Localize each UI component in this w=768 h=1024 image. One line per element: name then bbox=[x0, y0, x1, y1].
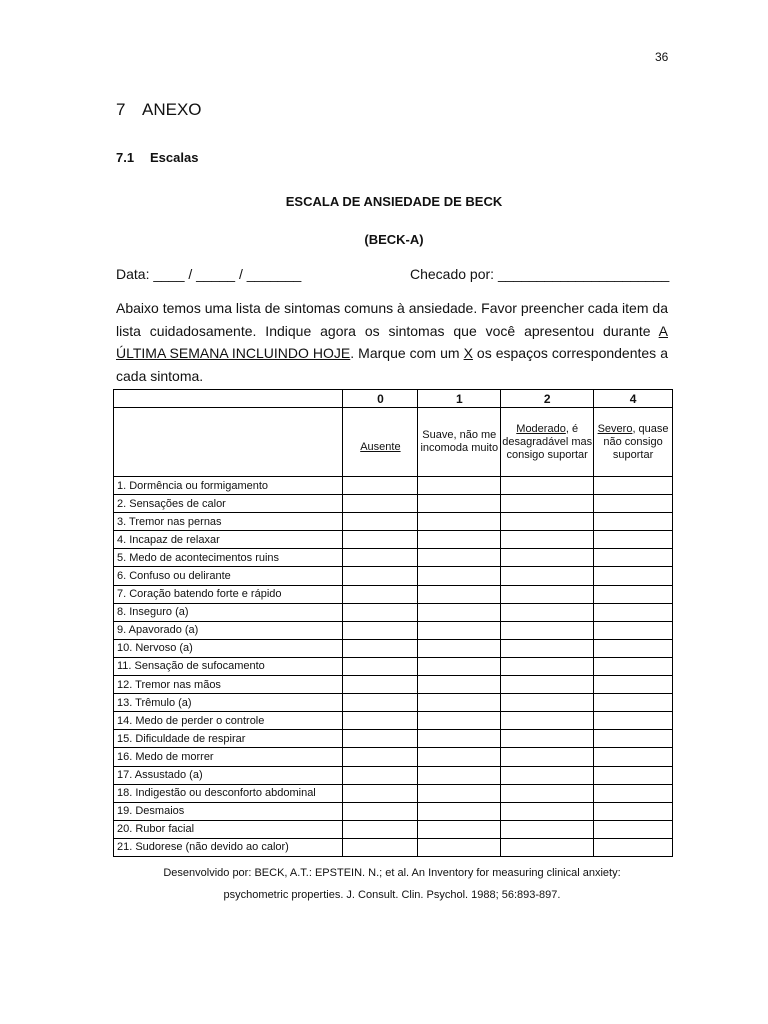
answer-cell[interactable] bbox=[594, 730, 673, 748]
symptom-label: 3. Tremor nas pernas bbox=[114, 513, 343, 531]
symptom-label: 7. Coração batendo forte e rápido bbox=[114, 585, 343, 603]
answer-cell[interactable] bbox=[501, 585, 594, 603]
answer-cell[interactable] bbox=[594, 820, 673, 838]
answer-cell[interactable] bbox=[418, 694, 501, 712]
answer-cell[interactable] bbox=[418, 657, 501, 675]
answer-cell[interactable] bbox=[418, 730, 501, 748]
answer-cell[interactable] bbox=[501, 802, 594, 820]
symptom-row bbox=[114, 766, 673, 784]
answer-cell[interactable] bbox=[343, 820, 418, 838]
symptom-row bbox=[114, 694, 673, 712]
answer-cell[interactable] bbox=[501, 694, 594, 712]
symptom-row bbox=[114, 495, 673, 513]
symptom-label: 2. Sensações de calor bbox=[114, 495, 343, 513]
answer-cell[interactable] bbox=[418, 621, 501, 639]
instructions-paragraph bbox=[116, 297, 668, 387]
answer-cell[interactable] bbox=[501, 784, 594, 802]
checked-by-field: Checado por: ______________________ bbox=[410, 266, 670, 282]
answer-cell[interactable] bbox=[418, 820, 501, 838]
answer-cell[interactable] bbox=[343, 712, 418, 730]
answer-cell[interactable] bbox=[594, 639, 673, 657]
symptom-row bbox=[114, 784, 673, 802]
answer-cell[interactable] bbox=[594, 549, 673, 567]
answer-cell[interactable] bbox=[418, 585, 501, 603]
instructions-text-3: os espaços correspondentes a cada sintoma. bbox=[116, 345, 668, 384]
answer-cell[interactable] bbox=[343, 802, 418, 820]
answer-cell[interactable] bbox=[594, 676, 673, 694]
answer-cell[interactable] bbox=[418, 766, 501, 784]
symptom-row bbox=[114, 820, 673, 838]
symptom-label: 1. Dormência ou formigamento bbox=[114, 477, 343, 495]
answer-cell[interactable] bbox=[594, 784, 673, 802]
descriptor-cell bbox=[594, 408, 673, 477]
answer-cell[interactable] bbox=[343, 513, 418, 531]
symptom-row bbox=[114, 603, 673, 621]
answer-cell[interactable] bbox=[343, 639, 418, 657]
symptom-label: 16. Medo de morrer bbox=[114, 748, 343, 766]
page-number: 36 bbox=[655, 50, 669, 64]
answer-cell[interactable] bbox=[343, 567, 418, 585]
answer-cell[interactable] bbox=[418, 495, 501, 513]
answer-cell[interactable] bbox=[501, 495, 594, 513]
symptom-label: 8. Inseguro (a) bbox=[114, 603, 343, 621]
descriptor-text: Suave, não me incomoda muito bbox=[420, 429, 499, 454]
symptom-label: 20. Rubor facial bbox=[114, 820, 343, 838]
answer-cell[interactable] bbox=[501, 838, 594, 856]
symptom-row bbox=[114, 477, 673, 495]
symptom-label: 5. Medo de acontecimentos ruins bbox=[114, 549, 343, 567]
descriptor-cell bbox=[501, 408, 594, 477]
answer-cell[interactable] bbox=[418, 549, 501, 567]
symptom-row bbox=[114, 838, 673, 856]
symptom-row bbox=[114, 621, 673, 639]
answer-cell[interactable] bbox=[594, 766, 673, 784]
answer-cell[interactable] bbox=[501, 549, 594, 567]
answer-cell[interactable] bbox=[343, 748, 418, 766]
answer-cell[interactable] bbox=[594, 621, 673, 639]
descriptor-text: , é desagradável mas consigo suportar bbox=[502, 422, 593, 461]
answer-cell[interactable] bbox=[594, 531, 673, 549]
answer-cell[interactable] bbox=[418, 712, 501, 730]
answer-cell[interactable] bbox=[594, 585, 673, 603]
symptom-row bbox=[114, 531, 673, 549]
instructions-text-1: Abaixo temos uma lista de sintomas comuns à ansiedade. Favor preencher cada item da lista cuidadosamente. Indique agora os sintomas que você apresentou durante bbox=[116, 300, 668, 339]
citation-footer bbox=[0, 862, 768, 906]
descriptor-blank-cell bbox=[114, 408, 343, 477]
answer-cell[interactable] bbox=[343, 676, 418, 694]
answer-cell[interactable] bbox=[343, 784, 418, 802]
date-field: Data: ____ / _____ / _______ bbox=[116, 266, 302, 282]
instructions-text-2: . Marque com um bbox=[350, 345, 464, 361]
answer-cell[interactable] bbox=[343, 621, 418, 639]
answer-cell[interactable] bbox=[343, 838, 418, 856]
symptom-label: 9. Apavorado (a) bbox=[114, 621, 343, 639]
answer-cell[interactable] bbox=[343, 730, 418, 748]
subsection-title-text: Escalas bbox=[150, 150, 199, 165]
score-header: 4 bbox=[594, 390, 673, 408]
section-title bbox=[116, 100, 202, 120]
symptom-row bbox=[114, 657, 673, 675]
symptom-row bbox=[114, 567, 673, 585]
answer-cell[interactable] bbox=[594, 657, 673, 675]
score-header: 2 bbox=[501, 390, 594, 408]
beck-anxiety-table bbox=[113, 389, 673, 857]
header-blank-cell bbox=[114, 390, 343, 408]
answer-cell[interactable] bbox=[594, 802, 673, 820]
answer-cell[interactable] bbox=[343, 549, 418, 567]
answer-cell[interactable] bbox=[343, 495, 418, 513]
scale-subtitle: (BECK-A) bbox=[364, 232, 424, 247]
symptom-label: 13. Trêmulo (a) bbox=[114, 694, 343, 712]
score-header: 0 bbox=[343, 390, 418, 408]
answer-cell[interactable] bbox=[594, 603, 673, 621]
answer-cell[interactable] bbox=[501, 567, 594, 585]
answer-cell[interactable] bbox=[418, 838, 501, 856]
answer-cell[interactable] bbox=[501, 513, 594, 531]
symptom-label: 18. Indigestão ou desconforto abdominal bbox=[114, 784, 343, 802]
answer-cell[interactable] bbox=[594, 838, 673, 856]
instructions-emphasis-mark: X bbox=[463, 345, 473, 361]
symptom-label: 19. Desmaios bbox=[114, 802, 343, 820]
subsection-title bbox=[116, 150, 198, 165]
answer-cell[interactable] bbox=[418, 477, 501, 495]
answer-cell[interactable] bbox=[418, 748, 501, 766]
descriptor-emphasis: Moderado bbox=[516, 422, 566, 435]
answer-cell[interactable] bbox=[501, 712, 594, 730]
descriptor-cell bbox=[343, 408, 418, 477]
answer-cell[interactable] bbox=[418, 603, 501, 621]
symptom-label: 14. Medo de perder o controle bbox=[114, 712, 343, 730]
descriptor-header-row bbox=[114, 408, 673, 477]
answer-cell[interactable] bbox=[501, 621, 594, 639]
answer-cell[interactable] bbox=[594, 567, 673, 585]
answer-cell[interactable] bbox=[418, 513, 501, 531]
subsection-number: 7.1 bbox=[116, 150, 135, 165]
descriptor-text: , quase não consigo suportar bbox=[603, 422, 669, 461]
instructions-emphasis-period: A ÚLTIMA SEMANA INCLUINDO HOJE bbox=[116, 322, 668, 361]
answer-cell[interactable] bbox=[594, 694, 673, 712]
answer-cell[interactable] bbox=[418, 639, 501, 657]
answer-cell[interactable] bbox=[343, 531, 418, 549]
answer-cell[interactable] bbox=[501, 766, 594, 784]
answer-cell[interactable] bbox=[594, 748, 673, 766]
answer-cell[interactable] bbox=[501, 531, 594, 549]
symptom-label: 15. Dificuldade de respirar bbox=[114, 730, 343, 748]
answer-cell[interactable] bbox=[501, 730, 594, 748]
symptom-row bbox=[114, 513, 673, 531]
answer-cell[interactable] bbox=[343, 477, 418, 495]
symptom-label: 11. Sensação de sufocamento bbox=[114, 657, 343, 675]
answer-cell[interactable] bbox=[343, 657, 418, 675]
descriptor-emphasis: Severo bbox=[597, 422, 633, 435]
answer-cell[interactable] bbox=[501, 477, 594, 495]
answer-cell[interactable] bbox=[501, 603, 594, 621]
symptom-row bbox=[114, 639, 673, 657]
answer-cell[interactable] bbox=[418, 531, 501, 549]
answer-cell[interactable] bbox=[501, 820, 594, 838]
answer-cell[interactable] bbox=[418, 567, 501, 585]
symptom-row bbox=[114, 549, 673, 567]
score-header: 1 bbox=[418, 390, 501, 408]
symptom-label: 4. Incapaz de relaxar bbox=[114, 531, 343, 549]
scale-title: ESCALA DE ANSIEDADE DE BECK bbox=[285, 194, 503, 209]
symptom-label: 6. Confuso ou delirante bbox=[114, 567, 343, 585]
score-header-row bbox=[114, 390, 673, 408]
symptom-row bbox=[114, 712, 673, 730]
symptom-row bbox=[114, 585, 673, 603]
answer-cell[interactable] bbox=[594, 513, 673, 531]
descriptor-emphasis: Ausente bbox=[360, 440, 401, 453]
symptom-label: 17. Assustado (a) bbox=[114, 766, 343, 784]
citation-line: psychometric properties. J. Consult. Clin. Psychol. 1988; 56:893-897. bbox=[223, 889, 561, 901]
answer-cell[interactable] bbox=[343, 694, 418, 712]
answer-cell[interactable] bbox=[343, 603, 418, 621]
answer-cell[interactable] bbox=[343, 766, 418, 784]
answer-cell[interactable] bbox=[594, 495, 673, 513]
answer-cell[interactable] bbox=[501, 657, 594, 675]
descriptor-cell bbox=[418, 408, 501, 477]
answer-cell[interactable] bbox=[418, 802, 501, 820]
symptom-row bbox=[114, 730, 673, 748]
answer-cell[interactable] bbox=[594, 712, 673, 730]
answer-cell[interactable] bbox=[418, 676, 501, 694]
symptom-row bbox=[114, 676, 673, 694]
symptom-label: 12. Tremor nas mãos bbox=[114, 676, 343, 694]
symptom-label: 10. Nervoso (a) bbox=[114, 639, 343, 657]
citation-line: Desenvolvido por: BECK, A.T.: EPSTEIN. N.; et al. An Inventory for measuring clinical anxiety: bbox=[163, 867, 621, 879]
answer-cell[interactable] bbox=[501, 676, 594, 694]
answer-cell[interactable] bbox=[501, 639, 594, 657]
answer-cell[interactable] bbox=[343, 585, 418, 603]
answer-cell[interactable] bbox=[501, 748, 594, 766]
section-title-text: ANEXO bbox=[142, 100, 202, 119]
symptom-row bbox=[114, 802, 673, 820]
answer-cell[interactable] bbox=[594, 477, 673, 495]
section-number: 7 bbox=[116, 100, 126, 119]
symptom-label: 21. Sudorese (não devido ao calor) bbox=[114, 838, 343, 856]
answer-cell[interactable] bbox=[418, 784, 501, 802]
symptom-row bbox=[114, 748, 673, 766]
